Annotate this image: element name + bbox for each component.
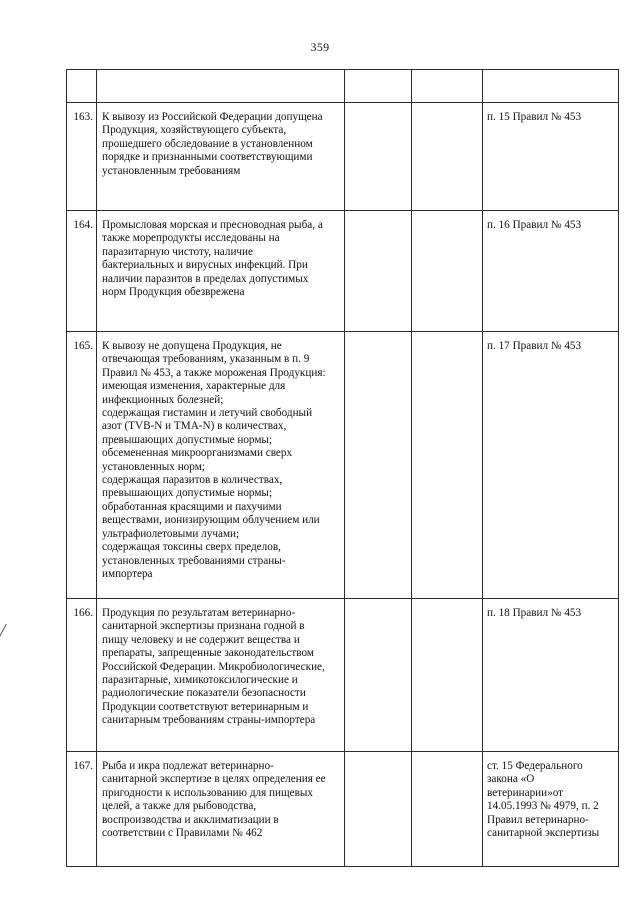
margin-pen-mark bbox=[0, 624, 16, 646]
requirement-line: К вывозу не допущена Продукция, не bbox=[102, 340, 282, 352]
reference-line: п. 18 Правил № 453 bbox=[487, 607, 582, 619]
requirement-line: бактериальных и вирусных инфекций. При bbox=[102, 259, 308, 272]
reference-line: санитарной экспертизы bbox=[487, 827, 600, 840]
row-number: 165. bbox=[67, 332, 97, 599]
reference-line: Правил ветеринарно- bbox=[487, 813, 589, 826]
page-number: 359 bbox=[310, 40, 330, 54]
requirement-line: пищу человеку и не содержит вещества и bbox=[102, 633, 300, 646]
reference-line: п. 17 Правил № 453 bbox=[487, 340, 582, 352]
requirement-line: К вывозу из Российской Федерации допущена bbox=[102, 111, 323, 123]
requirement-line: превышающих допустимые нормы; bbox=[102, 433, 273, 446]
requirement-line: установленным требованиям bbox=[102, 164, 241, 177]
row-number: 167. bbox=[67, 752, 97, 867]
requirement-line: паразитарные, химикотоксилогические и bbox=[102, 674, 298, 687]
requirement-line: прошедшего обследование в установленном bbox=[102, 137, 313, 150]
table-row bbox=[67, 103, 619, 211]
reference-cell bbox=[483, 332, 619, 599]
requirement-line: азот (TVB-N и TMA-N) в количествах, bbox=[102, 420, 287, 433]
reference-line: п. 15 Правил № 453 bbox=[487, 111, 582, 123]
requirement-line: Продукции соответствуют ветеринарным и bbox=[102, 700, 309, 713]
requirement-cell bbox=[97, 599, 345, 752]
requirement-line: имеющая изменения, характерные для bbox=[102, 380, 286, 393]
requirement-line: санитарным требованиям страны-импортера bbox=[102, 714, 316, 727]
empty-cell bbox=[412, 332, 483, 599]
requirement-cell bbox=[97, 103, 345, 211]
requirement-line: инфекционных болезней; bbox=[102, 393, 224, 406]
header-cell-blank-1 bbox=[345, 70, 412, 103]
empty-cell bbox=[345, 752, 412, 867]
reference-cell bbox=[483, 211, 619, 332]
requirement-line: Российской Федерации. Микробиологические, bbox=[102, 660, 325, 673]
requirement-line: норм Продукция обезврежена bbox=[102, 286, 245, 299]
empty-cell bbox=[345, 211, 412, 332]
requirement-line: также морепродукты исследованы на bbox=[102, 232, 280, 245]
requirement-cell bbox=[97, 211, 345, 332]
requirement-line: Правил № 453, а также мороженая Продукция: bbox=[102, 366, 326, 379]
empty-cell bbox=[412, 599, 483, 752]
inspection-table bbox=[66, 69, 619, 867]
header-cell-blank-2 bbox=[412, 70, 483, 103]
empty-cell bbox=[412, 211, 483, 332]
requirement-line: обработанная красящими и пахучими bbox=[102, 500, 282, 513]
header-cell-number bbox=[67, 70, 97, 103]
requirement-line: Продукция, хозяйствующего субъекта, bbox=[102, 124, 287, 137]
requirement-line: препараты, запрещенные законодательством bbox=[102, 647, 314, 660]
row-number: 164. bbox=[67, 211, 97, 332]
table-row bbox=[67, 211, 619, 332]
table-row bbox=[67, 332, 619, 599]
requirement-cell bbox=[97, 752, 345, 867]
row-number: 163. bbox=[67, 103, 97, 211]
header-cell-reference bbox=[483, 70, 619, 103]
table-header-row bbox=[67, 70, 619, 103]
requirement-line: Продукция по результатам ветеринарно- bbox=[102, 607, 296, 619]
requirement-line: наличии паразитов в пределах допустимых bbox=[102, 272, 309, 285]
requirement-line: радиологические показатели безопасности bbox=[102, 687, 306, 700]
empty-cell bbox=[412, 752, 483, 867]
requirement-line: ультрафиолетовыми лучами; bbox=[102, 527, 240, 540]
empty-cell bbox=[412, 103, 483, 211]
requirement-line: пригодности к использованию для пищевых bbox=[102, 786, 313, 799]
empty-cell bbox=[345, 599, 412, 752]
table-row bbox=[67, 599, 619, 752]
requirement-line: Промысловая морская и пресноводная рыба, а bbox=[102, 219, 323, 231]
requirement-line: Рыба и икра подлежат ветеринарно- bbox=[102, 760, 274, 772]
reference-cell bbox=[483, 599, 619, 752]
requirement-cell bbox=[97, 332, 345, 599]
reference-cell bbox=[483, 103, 619, 211]
empty-cell bbox=[345, 103, 412, 211]
reference-cell bbox=[483, 752, 619, 867]
requirement-line: импортера bbox=[102, 567, 153, 580]
reference-line: 14.05.1993 № 4979, п. 2 bbox=[487, 800, 599, 813]
requirement-line: санитарной экспертизы признана годной в bbox=[102, 620, 305, 633]
requirement-line: целей, а также для рыбоводства, bbox=[102, 800, 257, 813]
reference-line: закона «О bbox=[487, 773, 535, 786]
requirement-line: установленных требованиями страны- bbox=[102, 554, 286, 567]
requirement-line: порядке и признанными соответствующими bbox=[102, 151, 313, 164]
reference-line: ст. 15 Федерального bbox=[487, 760, 583, 772]
requirement-line: санитарной экспертизе в целях определения ее bbox=[102, 773, 326, 786]
requirement-line: паразитарную чистоту, наличие bbox=[102, 245, 254, 258]
requirement-line: веществами, ионизирующим облучением или bbox=[102, 514, 320, 527]
requirement-line: содержащая паразитов в количествах, bbox=[102, 474, 283, 487]
requirement-line: обсемененная микроорганизмами сверх bbox=[102, 447, 293, 460]
reference-line: п. 16 Правил № 453 bbox=[487, 219, 582, 231]
requirement-line: воспроизводства и акклиматизации в bbox=[102, 813, 279, 826]
empty-cell bbox=[345, 332, 412, 599]
requirement-line: содержащая токсины сверх пределов, bbox=[102, 541, 281, 554]
header-cell-requirement bbox=[97, 70, 345, 103]
requirement-line: отвечающая требованиям, указанным в п. 9 bbox=[102, 353, 310, 366]
requirement-line: соответствии с Правилами № 462 bbox=[102, 827, 263, 840]
reference-line: ветеринарии»от bbox=[487, 786, 564, 799]
table-row bbox=[67, 752, 619, 867]
row-number: 166. bbox=[67, 599, 97, 752]
requirement-line: установленных норм; bbox=[102, 460, 205, 473]
requirement-line: содержащая гистамин и летучий свободный bbox=[102, 407, 313, 420]
requirement-line: превышающих допустимые нормы; bbox=[102, 487, 273, 500]
